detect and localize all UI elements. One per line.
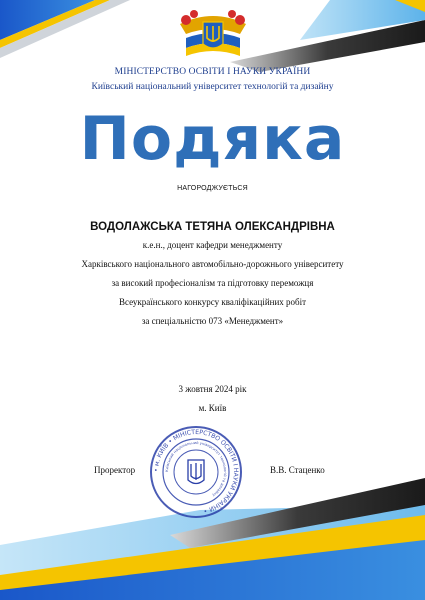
award-specialty: за спеціальністю 073 «Менеджмент» <box>141 316 284 326</box>
ministry-heading: МІНІСТЕРСТВО ОСВІТИ І НАУКИ УКРАЇНИ <box>114 67 311 77</box>
awarded-label: НАГОРОДЖУЄТЬСЯ <box>177 185 248 192</box>
recipient-organization: Харківського національного автомобільно-дорожнього університету <box>81 259 344 269</box>
signatory-name: В.В. Стаценко <box>270 465 325 475</box>
recipient-name: ВОДОЛАЖСЬКА ТЕТЯНА ОЛЕКСАНДРІВНА <box>90 221 335 233</box>
trident-wreath-emblem <box>176 4 250 62</box>
issue-city: м. Київ <box>198 403 227 413</box>
signatory-role: Проректор <box>94 465 136 475</box>
university-seal-stamp <box>148 424 244 520</box>
stamp-inner-text: Київський національний університет технологій та дизайну <box>164 440 228 498</box>
issue-date: 3 жовтня 2024 рік <box>178 384 247 394</box>
award-competition: Всеукраїнського конкурсу кваліфікаційних робіт <box>118 297 307 307</box>
university-heading: Київський національний університет технологій та дизайну <box>91 82 334 92</box>
award-reason: за високий професіоналізм та підготовку переможця <box>111 278 314 288</box>
recipient-position: к.е.н., доцент кафедри менеджменту <box>142 240 283 250</box>
stamp-outer-text: • м. КИЇВ • МІНІСТЕРСТВО ОСВІТИ І НАУКИ УКРАЇНИ • <box>152 428 240 515</box>
certificate-title: Подяка <box>79 104 346 174</box>
